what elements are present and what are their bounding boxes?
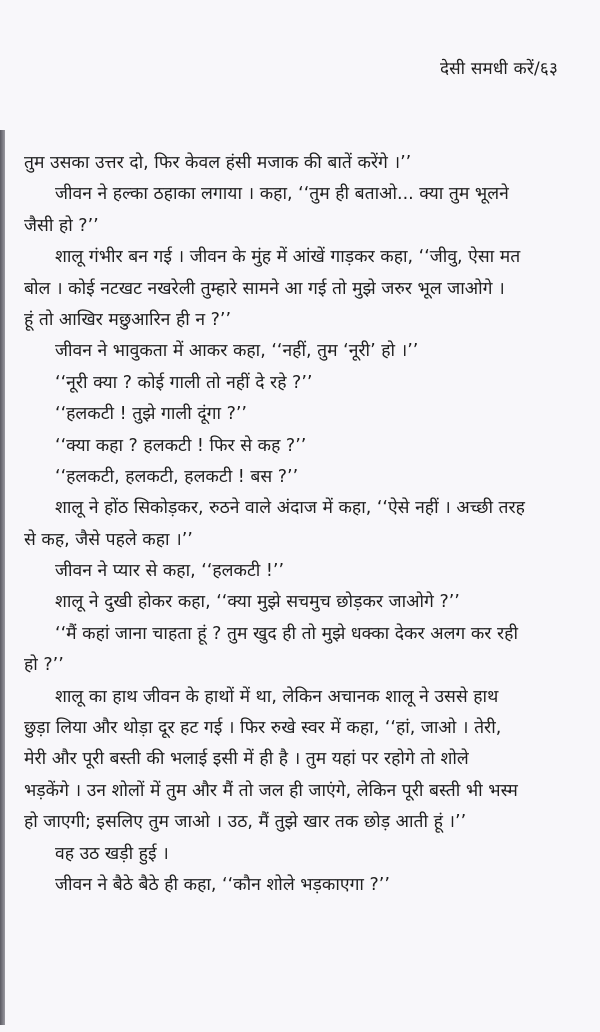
text-line: शालू ने दुखी होकर कहा, ‘‘क्या मुझे सचमुच छोड़कर जाओगे ?’’ xyxy=(55,592,460,613)
text-line: जीवन ने प्यार से कहा, ‘‘हलकटी !’’ xyxy=(55,561,285,582)
text-line: ‘‘नूरी क्या ? कोई गाली तो नहीं दे रहे ?’’ xyxy=(55,372,313,393)
text-line: वह उठ खड़ी हुई । xyxy=(55,843,169,864)
text-line: ‘‘हलकटी ! तुझे गाली दूंगा ?’’ xyxy=(55,404,247,425)
text-line: बोल । कोई नटखट नखरेली तुम्हारे सामने आ गई तो मुझे जरुर भूल जाओगे । xyxy=(24,278,505,299)
text-line: भड़केंगे । उन शोलों में तुम और मैं तो जल ही जाएंगे, लेकिन पूरी बस्ती भी भस्म xyxy=(24,780,518,801)
text-line: शालू ने होंठ सिकोड़कर, रुठने वाले अंदाज में कहा, ‘‘ऐसे नहीं । अच्छी तरह xyxy=(55,498,525,519)
text-line: हो ?’’ xyxy=(24,655,64,676)
text-line: जीवन ने भावुकता में आकर कहा, ‘‘नहीं, तुम ‘नूरी’ हो ।’’ xyxy=(55,341,419,362)
text-line: तुम उसका उत्तर दो, फिर केवल हंसी मजाक की बातें करेंगे ।’’ xyxy=(24,153,412,173)
text-line: से कह, जैसे पहले कहा ।’’ xyxy=(24,529,193,550)
text-line: जीवन ने बैठे बैठे ही कहा, ‘‘कौन शोले भड़काएगा ?’’ xyxy=(55,874,390,895)
text-line: हूं तो आखिर मछुआरिन ही न ?’’ xyxy=(24,309,232,330)
running-header: देसी समधी करें/६३ xyxy=(439,59,558,79)
text-line: मेरी और पूरी बस्ती की भलाई इसी में ही है । तुम यहां पर रहोगे तो शोले xyxy=(24,749,469,770)
text-line: जैसी हो ?’’ xyxy=(24,215,99,236)
text-line: शालू गंभीर बन गई । जीवन के मुंह में आंखें गाड़कर कहा, ‘‘जीवु, ऐसा मत xyxy=(55,247,521,268)
page-body xyxy=(24,148,564,901)
text-line: शालू का हाथ जीवन के हाथों में था, लेकिन अचानक शालू ने उससे हाथ xyxy=(55,686,499,707)
text-line: ‘‘हलकटी, हलकटी, हलकटी ! बस ?’’ xyxy=(55,466,299,487)
text-line: जीवन ने हल्का ठहाका लगाया । कहा, ‘‘तुम ही बताओ... क्या तुम भूलने xyxy=(55,184,509,205)
text-line: हो जाएगी; इसलिए तुम जाओ । उठ, मैं तुझे खार तक छोड़ आती हूं ।’’ xyxy=(24,812,467,833)
text-line: ‘‘क्या कहा ? हलकटी ! फिर से कह ?’’ xyxy=(55,435,307,456)
text-line: छुड़ा लिया और थोड़ा दूर हट गई । फिर रुखे स्वर में कहा, ‘‘हां, जाओ । तेरी, xyxy=(24,718,502,739)
page-binding-edge xyxy=(0,130,5,1025)
text-line: ‘‘मैं कहां जाना चाहता हूं ? तुम खुद ही तो मुझे धक्का देकर अलग कर रही xyxy=(55,623,518,644)
